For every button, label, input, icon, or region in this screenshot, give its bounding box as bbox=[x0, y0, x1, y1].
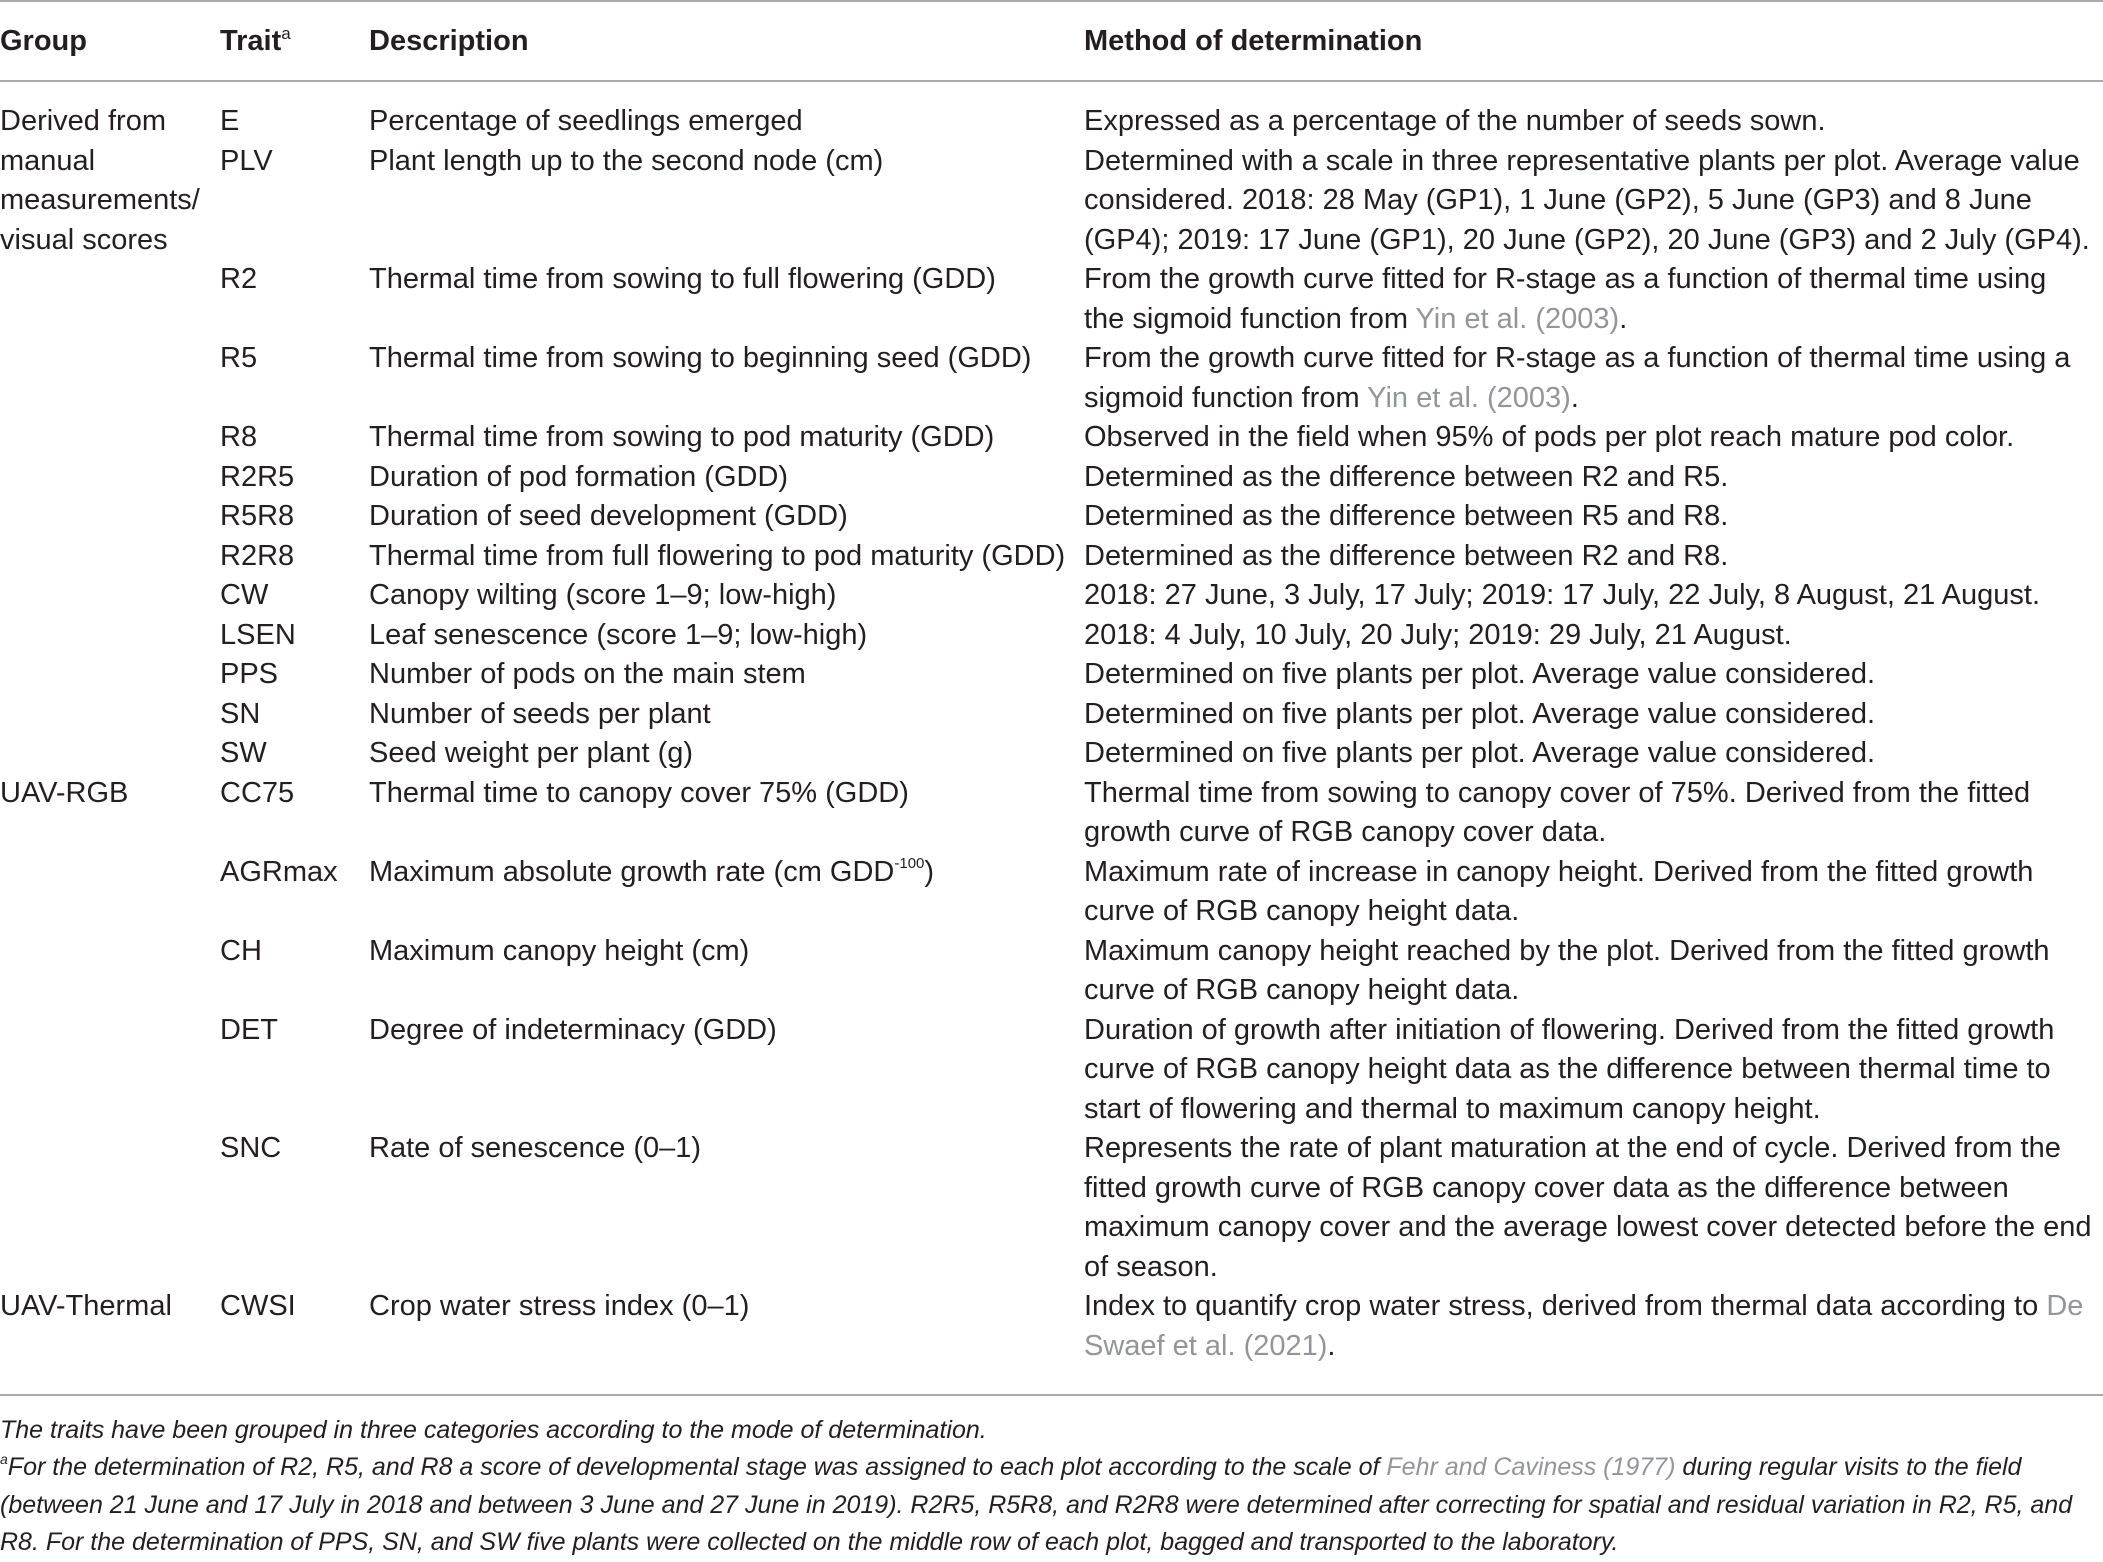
table-row bbox=[0, 616, 2103, 656]
description-cell bbox=[369, 1011, 1069, 1051]
description-text: Duration of pod formation (GDD) bbox=[369, 460, 789, 493]
method-cell bbox=[1084, 616, 2094, 656]
method-text: Determined as the difference between R2 and R5. bbox=[1084, 460, 1729, 493]
description-cell bbox=[369, 537, 1069, 577]
description-cell bbox=[369, 853, 1069, 893]
table-row bbox=[0, 655, 2103, 695]
trait-cell: R8 bbox=[220, 421, 258, 453]
trait-cell: SW bbox=[220, 737, 267, 769]
trait-cell: CW bbox=[220, 579, 269, 611]
method-cell bbox=[1084, 853, 2094, 932]
method-text: Determined on five plants per plot. Average value considered. bbox=[1084, 658, 1876, 690]
description-text: Duration of seed development (GDD) bbox=[369, 500, 848, 532]
table-row bbox=[0, 853, 2103, 932]
trait-cell: PPS bbox=[220, 658, 279, 690]
description-superscript: -100 bbox=[894, 854, 925, 872]
description-cell bbox=[369, 695, 1069, 735]
header-trait bbox=[220, 23, 291, 59]
description-text: Number of seeds per plant bbox=[369, 697, 711, 730]
table-row bbox=[0, 497, 2103, 537]
method-text: 2018: 27 June, 3 July, 17 July; 2019: 17 July, 22 July, 8 August, 21 August. bbox=[1084, 579, 2041, 611]
method-text: Determined as the difference between R5 and R8. bbox=[1084, 500, 1729, 532]
trait-cell: LSEN bbox=[220, 618, 296, 651]
method-citation[interactable]: De Swaef et al. (2021) bbox=[1084, 1290, 2084, 1362]
description-cell bbox=[369, 655, 1069, 695]
method-cell bbox=[1084, 1011, 2094, 1130]
trait-cell: R2R5 bbox=[220, 460, 295, 493]
method-text: Duration of growth after initiation of flowering. Derived from the fitted growth curve of RGB canopy height data as the difference between thermal time to start of flowering and thermal to maximum canopy height. bbox=[1084, 1013, 2055, 1125]
method-text: Determined on five plants per plot. Average value considered. bbox=[1084, 697, 1876, 730]
table-row bbox=[0, 774, 2103, 853]
trait-cell: CWSI bbox=[220, 1290, 296, 1322]
method-cell bbox=[1084, 339, 2094, 418]
method-text: Thermal time from sowing to canopy cover of 75%. Derived from the fitted growth curve of RGB canopy cover data. bbox=[1084, 776, 2031, 848]
description-text: Thermal time from full flowering to pod maturity (GDD) bbox=[369, 539, 1066, 572]
method-text-end: . bbox=[1570, 381, 1579, 414]
header-trait-footnote-mark: a bbox=[281, 24, 291, 43]
description-cell bbox=[369, 616, 1069, 656]
description-cell bbox=[369, 576, 1069, 616]
table-bottom-rule bbox=[0, 1394, 2103, 1396]
method-text: Maximum rate of increase in canopy height. Derived from the fitted growth curve of RGB canopy height data. bbox=[1084, 855, 2034, 927]
description-text: Plant length up to the second node (cm) bbox=[369, 144, 884, 177]
method-citation[interactable]: Yin et al. (2003) bbox=[1367, 381, 1571, 414]
table-row bbox=[0, 537, 2103, 577]
method-cell bbox=[1084, 458, 2094, 498]
method-cell bbox=[1084, 734, 2094, 774]
method-text-end: . bbox=[1327, 1329, 1336, 1362]
description-text: Maximum absolute growth rate (cm GDD bbox=[369, 855, 895, 888]
description-text: Percentage of seedlings emerged bbox=[369, 105, 803, 137]
method-text: From the growth curve fitted for R-stage as a function of thermal time using the sigmoid function from bbox=[1084, 263, 2047, 335]
footnote-a-citation[interactable]: Fehr and Caviness (1977) bbox=[1386, 1453, 1676, 1481]
trait-cell: CC75 bbox=[220, 776, 295, 809]
table-row bbox=[0, 734, 2103, 774]
table-row bbox=[0, 1011, 2103, 1130]
method-cell bbox=[1084, 418, 2094, 458]
description-cell bbox=[369, 102, 1069, 142]
method-cell bbox=[1084, 497, 2094, 537]
table-row bbox=[0, 418, 2103, 458]
description-cell bbox=[369, 1129, 1069, 1169]
group-cell: UAV-Thermal bbox=[0, 1290, 172, 1322]
table-row bbox=[0, 932, 2103, 1011]
description-text: Thermal time from sowing to beginning seed (GDD) bbox=[369, 342, 1032, 374]
method-text-end: . bbox=[1619, 302, 1628, 335]
method-cell bbox=[1084, 1287, 2094, 1366]
description-text: Maximum canopy height (cm) bbox=[369, 934, 750, 967]
method-cell bbox=[1084, 142, 2094, 261]
method-text: Observed in the field when 95% of pods per plot reach mature pod color. bbox=[1084, 421, 2015, 453]
footnote-a bbox=[0, 1449, 2090, 1562]
table-row bbox=[0, 576, 2103, 616]
description-text: Thermal time to canopy cover 75% (GDD) bbox=[369, 776, 909, 809]
description-text: Rate of senescence (0–1) bbox=[369, 1132, 702, 1164]
description-text-end: ) bbox=[924, 855, 935, 888]
description-text: Crop water stress index (0–1) bbox=[369, 1290, 750, 1322]
description-cell bbox=[369, 497, 1069, 537]
footnote-categories: The traits have been grouped in three categories according to the mode of determination. bbox=[0, 1416, 987, 1444]
method-text: Determined as the difference between R2 and R8. bbox=[1084, 539, 1729, 572]
description-text: Seed weight per plant (g) bbox=[369, 737, 694, 769]
header-description: Description bbox=[369, 25, 529, 57]
method-cell bbox=[1084, 932, 2094, 1011]
method-cell bbox=[1084, 576, 2094, 616]
description-text: Thermal time from sowing to full flowering (GDD) bbox=[369, 263, 996, 295]
trait-cell: R5 bbox=[220, 342, 258, 374]
method-text: Index to quantify crop water stress, derived from thermal data according to bbox=[1084, 1290, 2039, 1322]
header-rule bbox=[0, 80, 2103, 82]
description-text: Degree of indeterminacy (GDD) bbox=[369, 1013, 777, 1046]
description-text: Number of pods on the main stem bbox=[369, 658, 806, 690]
trait-cell: R2 bbox=[220, 263, 258, 295]
method-text: 2018: 4 July, 10 July, 20 July; 2019: 29 July, 21 August. bbox=[1084, 618, 1792, 651]
description-cell bbox=[369, 260, 1069, 300]
method-text: Determined with a scale in three representative plants per plot. Average value considered. 2018: 28 May (GP1), 1 June (GP2), 5 June (GP3) and 8 June (GP4); 2019: 17 June (GP1), 20 June (GP2), 20 June (GP3) and 2 July (GP4). bbox=[1084, 144, 2090, 256]
header-method: Method of determination bbox=[1084, 25, 1423, 57]
method-text: Determined on five plants per plot. Average value considered. bbox=[1084, 737, 1876, 769]
method-text: Expressed as a percentage of the number of seeds sown. bbox=[1084, 105, 1826, 137]
description-cell bbox=[369, 774, 1069, 814]
table-row bbox=[0, 695, 2103, 735]
footnote-a-text-pre: For the determination of R2, R5, and R8 a score of developmental stage was assigned to each plot according to the scale of bbox=[7, 1453, 1380, 1481]
group-cell: Derived from manual measurements/ visual scores bbox=[0, 105, 200, 256]
method-cell bbox=[1084, 655, 2094, 695]
description-cell bbox=[369, 458, 1069, 498]
method-cell bbox=[1084, 260, 2094, 339]
method-text: Represents the rate of plant maturation at the end of cycle. Derived from the fitted growth curve of RGB canopy cover data as the difference between maximum canopy cover and the average lowest cover detected before the end of season. bbox=[1084, 1132, 2092, 1283]
table-body bbox=[0, 102, 2103, 1366]
description-cell bbox=[369, 142, 1069, 182]
table-row bbox=[0, 1287, 2103, 1366]
trait-cell: DET bbox=[220, 1013, 278, 1046]
header-group: Group bbox=[0, 25, 87, 57]
method-cell bbox=[1084, 695, 2094, 735]
header-trait-label: Trait bbox=[220, 25, 282, 57]
table-row bbox=[0, 142, 2103, 261]
group-cell: UAV-RGB bbox=[0, 776, 129, 809]
table-row bbox=[0, 339, 2103, 418]
trait-cell: R5R8 bbox=[220, 500, 295, 532]
method-cell bbox=[1084, 102, 2094, 142]
footnote-a-mark: a bbox=[0, 1451, 8, 1467]
trait-cell: PLV bbox=[220, 144, 273, 177]
trait-cell: R2R8 bbox=[220, 539, 295, 572]
trait-cell: CH bbox=[220, 934, 262, 967]
method-cell bbox=[1084, 537, 2094, 577]
method-text: Maximum canopy height reached by the plot. Derived from the fitted growth curve of RGB canopy height data. bbox=[1084, 934, 2050, 1006]
description-text: Thermal time from sowing to pod maturity (GDD) bbox=[369, 421, 995, 453]
method-cell bbox=[1084, 1129, 2094, 1287]
table-row bbox=[0, 1129, 2103, 1287]
trait-cell: SN bbox=[220, 697, 261, 730]
description-cell bbox=[369, 418, 1069, 458]
description-cell bbox=[369, 339, 1069, 379]
description-cell bbox=[369, 1287, 1069, 1327]
trait-cell: SNC bbox=[220, 1132, 282, 1164]
method-citation[interactable]: Yin et al. (2003) bbox=[1415, 302, 1620, 335]
description-text: Canopy wilting (score 1–9; low-high) bbox=[369, 579, 837, 611]
description-cell bbox=[369, 734, 1069, 774]
table-row bbox=[0, 260, 2103, 339]
footnote-a-text-post: during regular visits to the field (between 21 June and 17 July in 2018 and between 3 June and 27 June in 2019). R2R5, R5R8, and R2R8 were determined after correcting for spatial and residual variation in R2, R5, and R8. For the determination of PPS, SN, and SW five plants were collected on the middle row of each plot, bagged and transported to the laboratory. bbox=[0, 1453, 2073, 1556]
table-top-rule bbox=[0, 0, 2103, 2]
method-text: From the growth curve fitted for R-stage as a function of thermal time using a sigmoid function from bbox=[1084, 342, 2071, 414]
method-cell bbox=[1084, 774, 2094, 853]
description-text: Leaf senescence (score 1–9; low-high) bbox=[369, 618, 868, 651]
table-row bbox=[0, 458, 2103, 498]
trait-cell: AGRmax bbox=[220, 855, 338, 888]
trait-cell: E bbox=[220, 105, 240, 137]
description-cell bbox=[369, 932, 1069, 972]
